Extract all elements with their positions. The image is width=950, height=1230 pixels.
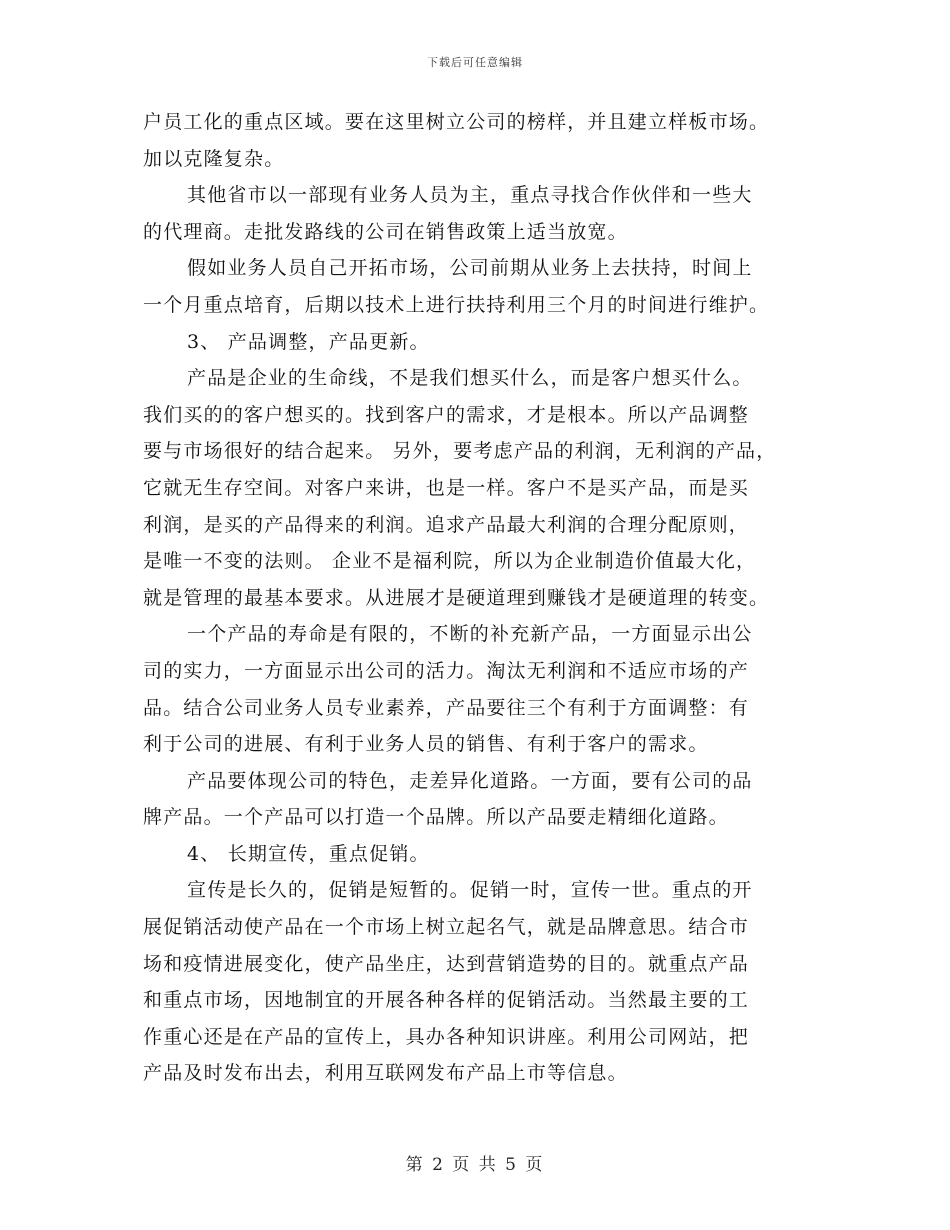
text-line: 展促销活动使产品在一个市场上树立起名气，就是品牌意思。结合市 — [143, 916, 750, 939]
text-line: 其他省市以一部现有业务人员为主，重点寻找合作伙伴和一些大 — [187, 184, 753, 207]
text-line: 假如业务人员自己开拓市场，公司前期从业务上去扶持，时间上 — [187, 257, 753, 280]
text-line: 作重心还是在产品的宣传上，具办各种知识讲座。利用公司网站，把 — [143, 1025, 750, 1048]
page-header: 下载后可任意编辑 — [427, 56, 523, 69]
text-line: 加以克隆复杂。 — [143, 147, 285, 170]
document-body — [143, 104, 823, 1092]
text-line: 牌产品。一个产品可以打造一个品牌。所以产品要走精细化道路。 — [143, 806, 729, 829]
page-footer: 第 2 页 共 5 页 — [405, 1155, 545, 1175]
text-line: 司的实力，一方面显示出公司的活力。淘汰无利润和不适应市场的产 — [143, 659, 750, 682]
text-line: 产品及时发布出去，利用互联网发布产品上市等信息。 — [143, 1062, 628, 1085]
text-line: 产品要体现公司的特色，走差异化道路。一方面，要有公司的品 — [187, 769, 753, 792]
text-line: 4、 长期宣传，重点促销。 — [187, 842, 430, 865]
text-line: 的代理商。走批发路线的公司在销售政策上适当放宽。 — [143, 220, 628, 243]
text-line: 场和疫情进展变化，使产品坐庄，达到营销造势的目的。就重点产品 — [143, 952, 750, 975]
text-line: 宣传是长久的，促销是短暂的。促销一时，宣传一世。重点的开 — [187, 879, 753, 902]
text-line: 它就无生存空间。对客户来讲，也是一样。客户不是买产品，而是买 — [143, 476, 750, 499]
text-line: 要与市场很好的结合起来。 另外，要考虑产品的利润，无利润的产品， — [143, 440, 777, 463]
text-line: 3、 产品调整，产品更新。 — [187, 330, 430, 353]
text-line: 户员工化的重点区域。要在这里树立公司的榜样，并且建立样板市场。 — [143, 111, 770, 133]
text-line: 利润，是买的产品得来的利润。追求产品最大利润的合理分配原则， — [143, 513, 750, 536]
text-line: 一个月重点培育，后期以技术上进行扶持利用三个月的时间进行维护。 — [143, 293, 770, 316]
text-line: 我们买的的客户想买的。找到客户的需求，才是根本。所以产品调整 — [143, 403, 750, 426]
text-line: 一个产品的寿命是有限的，不断的补充新产品，一方面显示出公 — [187, 623, 753, 646]
text-line: 和重点市场，因地制宜的开展各种各样的促销活动。当然最主要的工 — [143, 989, 750, 1012]
text-line: 就是管理的最基本要求。从进展才是硬道理到赚钱才是硬道理的转变。 — [143, 586, 770, 609]
text-line: 是唯一不变的法则。 企业不是福利院，所以为企业制造价值最大化， — [143, 550, 757, 573]
text-line: 利于公司的进展、有利于业务人员的销售、有利于客户的需求。 — [143, 733, 709, 756]
text-line: 品。结合公司业务人员专业素养，产品要往三个有利于方面调整：有 — [143, 696, 750, 719]
text-line: 产品是企业的生命线，不是我们想买什么，而是客户想买什么。 — [187, 367, 753, 390]
